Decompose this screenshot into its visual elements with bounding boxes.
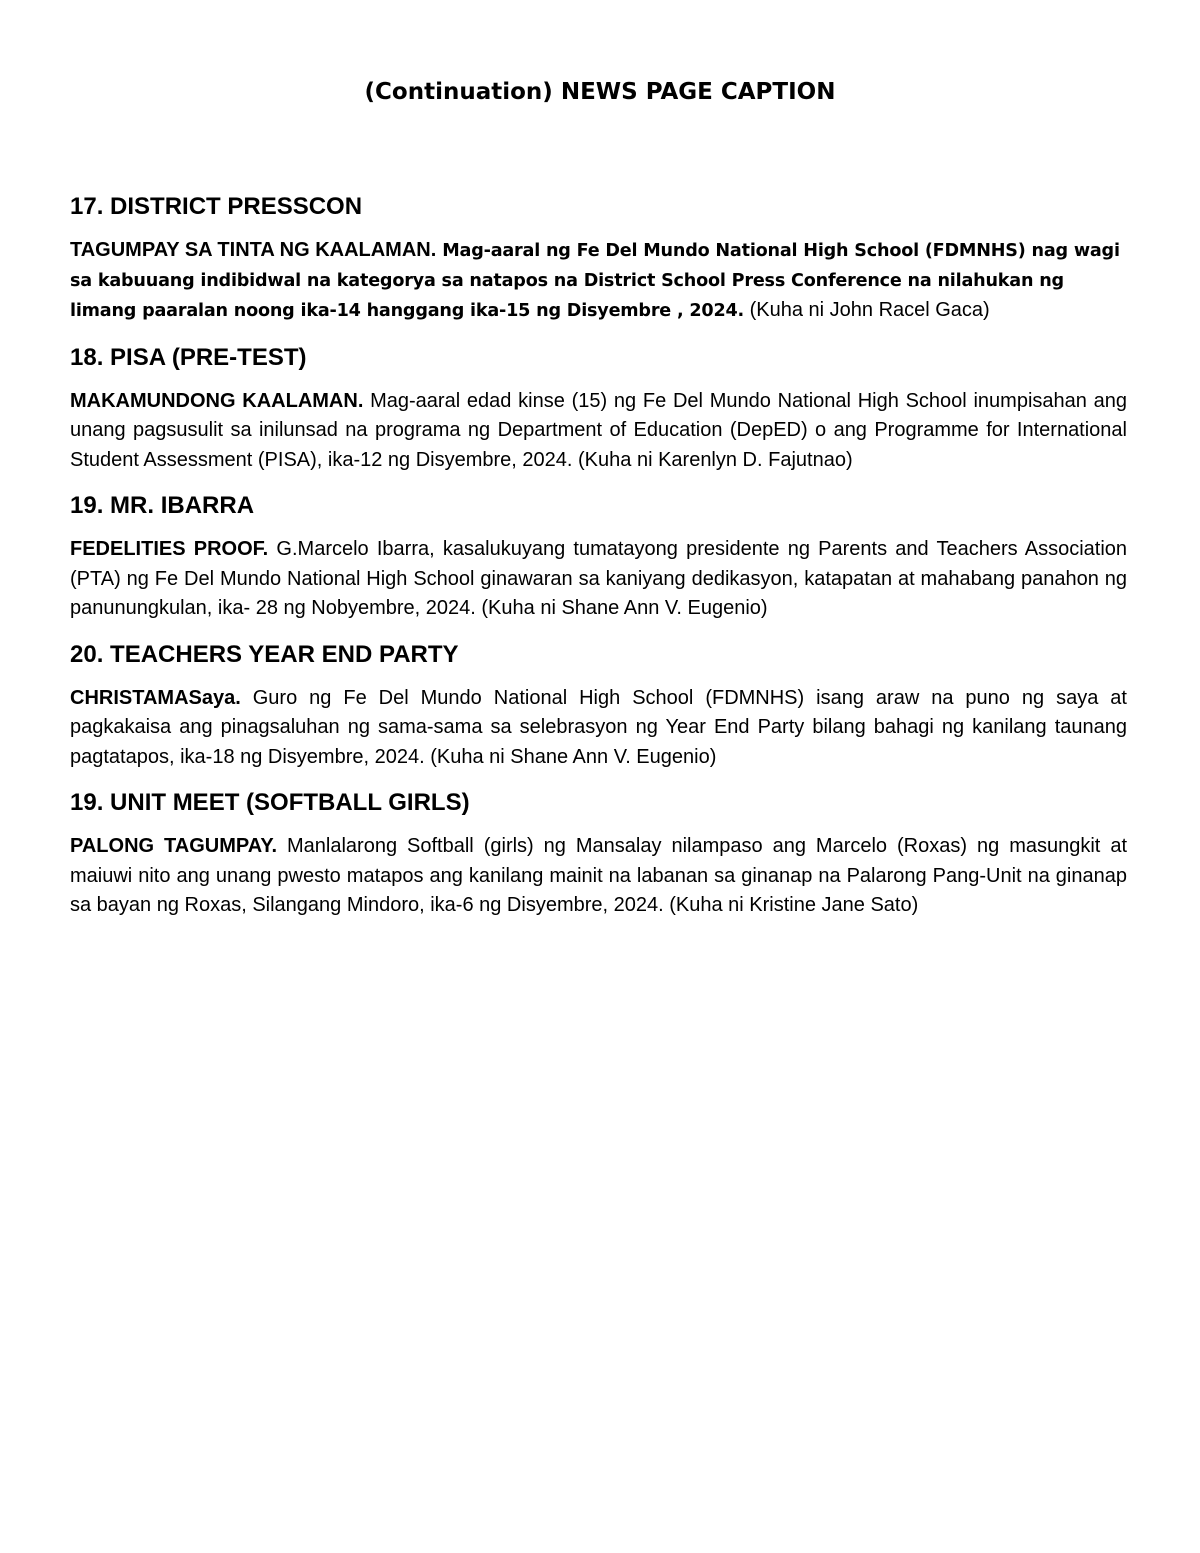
item-heading: 19. UNIT MEET (SOFTBALL GIRLS)	[70, 789, 470, 816]
caption-paragraph	[70, 387, 1127, 476]
caption-body: Mag-aaral ng Fe Del Mundo National High School (FDMNHS) nag wagi sa kabuuang indibidwal na kategorya sa natapos na District School Press Conference na nilahukan ng limang paaralan noong ika-14 hanggang ika-15 ng Disyembre , 2024.	[70, 241, 1120, 321]
item-heading: 19. MR. IBARRA	[70, 492, 255, 519]
caption-item-pisa	[70, 341, 1127, 476]
caption-lead: PALONG TAGUMPAY.	[70, 835, 278, 857]
caption-lead: TAGUMPAY SA TINTA NG KAALAMAN.	[70, 239, 437, 261]
caption-body: Mag-aaral edad kinse (15) ng Fe Del Mundo National High School inumpisahan ang unang pagsusulit sa inilunsad na programa ng Department of Education (DepED) o ang Programme for International Student Assessment (PISA), ika-12 ng Disyembre, 2024. (Kuha ni Karenlyn D. Fajutnao)	[70, 389, 1127, 471]
page-title: (Continuation) NEWS PAGE CAPTION	[364, 79, 836, 105]
caption-list	[70, 190, 1127, 935]
caption-item-unit-meet	[70, 786, 1127, 921]
caption-item-teachers-party	[70, 638, 1127, 773]
caption-item-mr-ibarra	[70, 489, 1127, 624]
caption-paragraph	[70, 236, 1127, 327]
caption-lead: FEDELITIES PROOF.	[70, 538, 269, 560]
caption-paragraph	[70, 832, 1127, 921]
item-heading: 20. TEACHERS YEAR END PARTY	[70, 640, 459, 668]
photo-credit: (Kuha ni John Racel Gaca)	[744, 299, 990, 321]
caption-body: Manlalarong Softball (girls) ng Mansalay nilampaso ang Marcelo (Roxas) ng masungkit at maiuwi nito ang unang pwesto matapos ang kanilang mainit na labanan sa ginanap na Palarong Pang-Unit na ginanap sa bayan ng Roxas, Silangang Mindoro, ika-6 ng Disyembre, 2024. (Kuha ni Kristine Jane Sato)	[70, 835, 1128, 916]
caption-body: G.Marcelo Ibarra, kasalukuyang tumatayong presidente ng Parents and Teachers Association (PTA) ng Fe Del Mundo National High School ginawaran sa kaniyang dedikasyon, katapatan at mahabang panahon ng panunungkulan, ika- 28 ng Nobyembre, 2024. (Kuha ni Shane Ann V. Eugenio)	[70, 538, 1128, 619]
caption-lead: CHRISTAMASaya.	[70, 686, 241, 709]
caption-lead: MAKAMUNDONG KAALAMAN.	[70, 389, 364, 412]
caption-paragraph	[70, 684, 1127, 773]
caption-body: Guro ng Fe Del Mundo National High School (FDMNHS) isang araw na puno ng saya at pagkakaisa ang pinagsaluhan ng sama-sama sa selebrasyon ng Year End Party bilang bahagi ng kanilang taunang pagtatapos, ika-18 ng Disyembre, 2024. (Kuha ni Shane Ann V. Eugenio)	[70, 686, 1127, 768]
item-heading: 17. DISTRICT PRESSCON	[70, 193, 363, 220]
caption-paragraph	[70, 535, 1127, 624]
item-heading: 18. PISA (PRE-TEST)	[70, 343, 307, 371]
caption-item-district-presscon	[70, 190, 1127, 327]
